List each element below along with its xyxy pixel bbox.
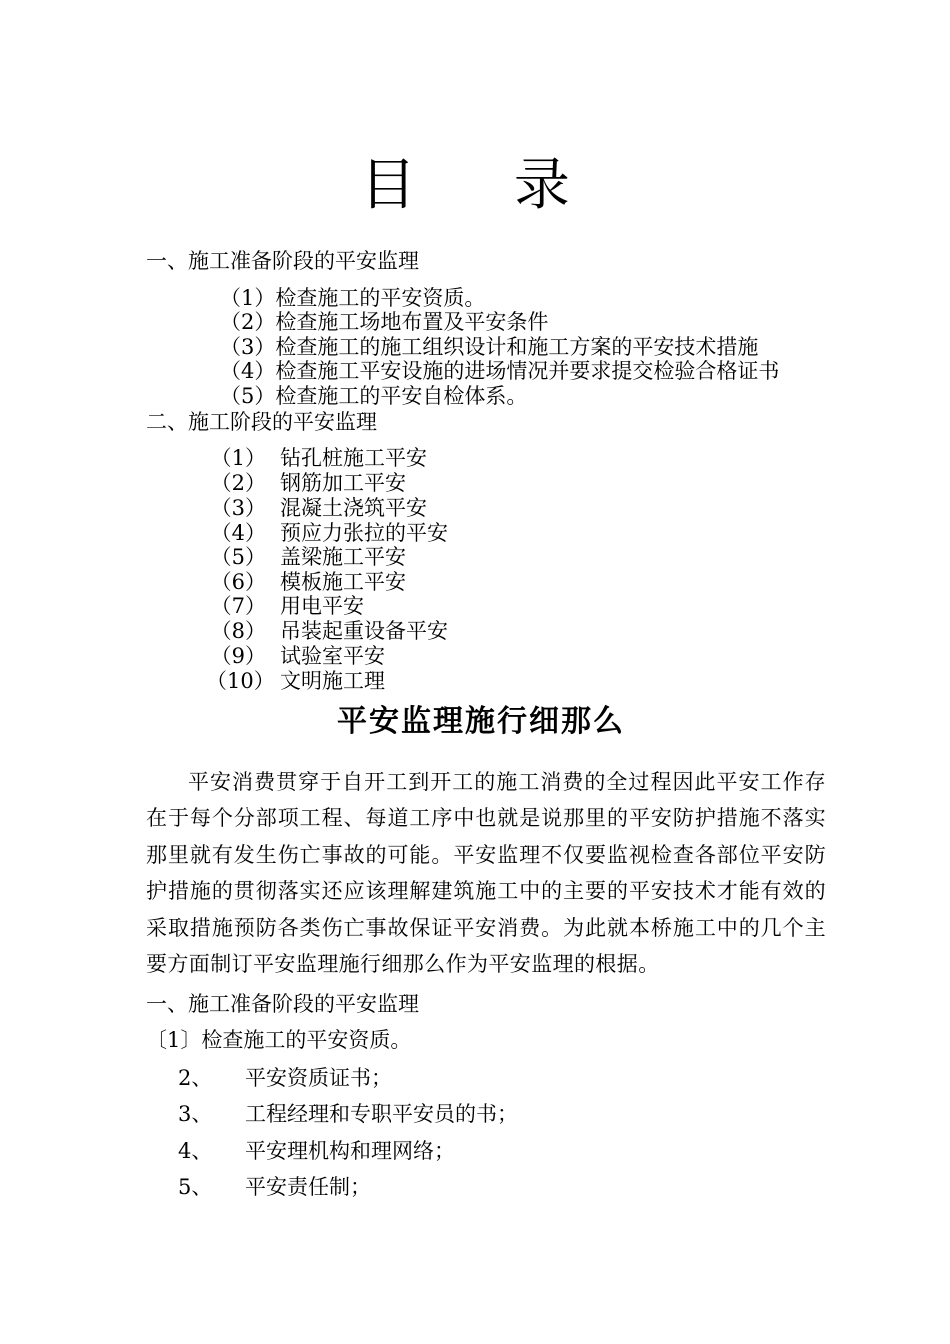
list-number: 4、 — [178, 1139, 213, 1163]
toc-section-heading: 二、施工阶段的平安监理 — [146, 410, 377, 434]
toc-item-number: （3） — [210, 496, 266, 520]
toc-item: （1）检查施工的平安资质。 — [220, 286, 486, 310]
main-title: 平安监理施行细那么 — [337, 704, 625, 739]
toc-item: 吊装起重设备平安 — [280, 619, 448, 643]
toc-section-heading: 一、施工准备阶段的平安监理 — [146, 249, 419, 273]
list-item: 平安理机构和理网络； — [245, 1139, 455, 1163]
list-item: 平安资质证书； — [245, 1066, 392, 1090]
subsection-heading: 〔1〕检查施工的平安资质。 — [146, 1028, 412, 1052]
toc-item-number: （7） — [210, 594, 266, 618]
list-number: 2、 — [178, 1066, 213, 1090]
toc-item: 试验室平安 — [280, 644, 385, 668]
intro-paragraph: 平安消费贯穿于自开工到开工的施工消费的全过程因此平安工作存在于每个分部项工程、每道工序中也就是说那里的平安防护措施不落实那里就有发生伤亡事故的可能。平安监理不仅要监视检查各部位平安防护措施的贯彻落实还应该理解建筑施工中的主要的平安技术才能有效的采取措施预防各类伤亡事故保证平安消费。为此就本桥施工中的几个主要方面制订平安监理施行细那么作为平安监理的根据。 — [146, 770, 826, 977]
toc-item-number: （2） — [210, 471, 266, 495]
toc-item: 混凝土浇筑平安 — [280, 496, 427, 520]
list-item: 工程经理和专职平安员的书； — [245, 1102, 518, 1126]
toc-item: 文明施工理 — [280, 669, 385, 693]
toc-item-number: （5） — [210, 545, 266, 569]
toc-title: 目 录 — [360, 153, 610, 218]
toc-item: 盖梁施工平安 — [280, 545, 406, 569]
toc-item: （5）检查施工的平安自检体系。 — [220, 384, 528, 408]
section-heading: 一、施工准备阶段的平安监理 — [146, 992, 419, 1016]
list-number: 3、 — [178, 1102, 213, 1126]
toc-item: 钻孔桩施工平安 — [280, 446, 427, 470]
toc-item: 模板施工平安 — [280, 570, 406, 594]
toc-item-number: （9） — [210, 644, 266, 668]
toc-item: 钢筋加工平安 — [280, 471, 406, 495]
toc-item-number: （6） — [210, 570, 266, 594]
toc-item: （4）检查施工平安设施的进场情况并要求提交检验合格证书 — [220, 359, 780, 383]
toc-item: （2）检查施工场地布置及平安条件 — [220, 310, 549, 334]
toc-item-number: （4） — [210, 521, 266, 545]
toc-item: 预应力张拉的平安 — [280, 521, 448, 545]
toc-item-number: （10） — [206, 669, 275, 693]
list-item: 平安责任制； — [245, 1175, 371, 1199]
toc-item: （3）检查施工的施工组织设计和施工方案的平安技术措施 — [220, 335, 759, 359]
toc-item-number: （1） — [210, 446, 266, 470]
list-number: 5、 — [178, 1175, 213, 1199]
toc-item: 用电平安 — [280, 594, 364, 618]
toc-item-number: （8） — [210, 619, 266, 643]
